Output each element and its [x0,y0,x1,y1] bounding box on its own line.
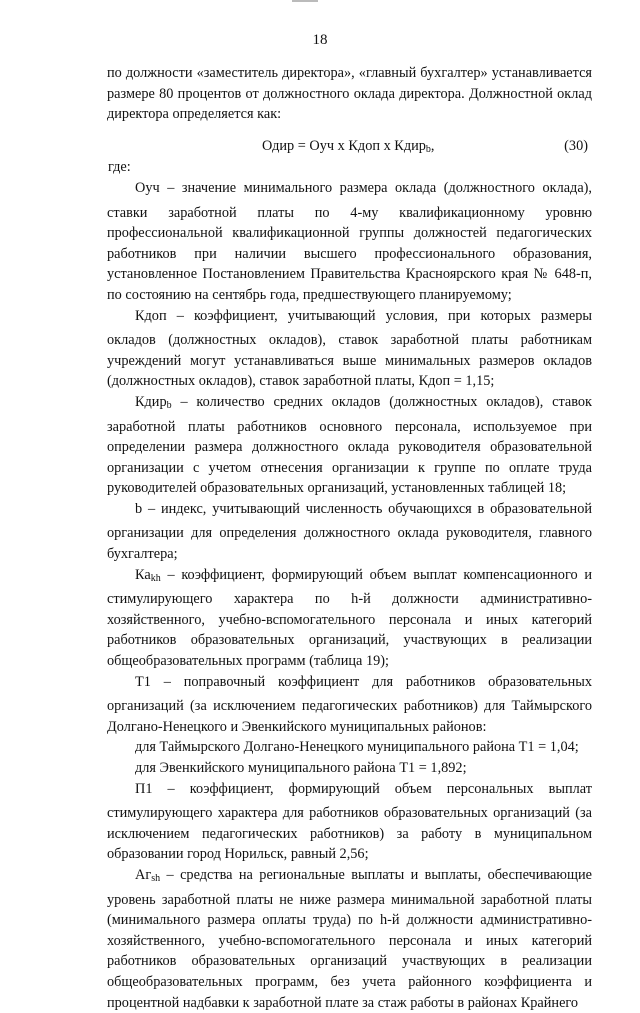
intro-paragraph: по должности «заместитель директора», «главный бухгалтер» устанавливается размере 80 процентов от должностного оклада директора. Должностной оклад директора определяется как: [107,65,592,123]
definitions-list-2 [107,779,592,1013]
definition-text: – коэффициент, учитывающий условия, при которых размеры окладов (должностных окладов), ставок заработной платы работникам учреждений могут устанавливаться выше минимальных размеров окладов (должностных окладов), ставок заработной платы, Кдоп = 1,15; [107,307,592,390]
definition-text: – коэффициент, формирующий объем персональных выплат стимулирующего характера для работников образовательных организаций (за исключением педагогических работников) за работу в муниципальном образовании город Норильск, равный 2,56; [107,780,592,863]
where-label: где: [108,159,131,176]
definition-symbol: П1 [135,780,153,797]
definition-paragraph [107,779,592,865]
definition-paragraph [107,306,592,392]
definition-paragraph [107,392,592,499]
definition-symbol: b [135,500,143,517]
definition-paragraph [107,499,592,565]
t1-taimyr-value: для Таймырского Долгано-Ненецкого муниципального района Т1 = 1,04; [135,739,579,756]
definition-paragraph [107,565,592,672]
definition-text: – значение минимального размера оклада (должностного оклада), ставки заработной платы по 4-му квалификационному уровню профессиональной квалификационной группы должностей педагогических работников при наличии высшего профессионального образования, установленное Постановлением Правительства Красноярского края № 648-п, по состоянию на сентябрь года, предшествующего планируемому; [107,179,592,303]
formula-number: (30) [564,137,588,154]
definition-text: – количество средних окладов (должностных окладов), ставок заработной платы работников основного персонала, используемое при определении размера должностного оклада руководителя образовательной организации с учетом отнесения организации к группе по оплате труда руководителей образовательных организаций, установленных таблицей 18; [107,393,592,497]
definition-text: – коэффициент, формирующий объем выплат компенсационного и стимулирующего характера по h-й должности административно-хозяйственного, учебно-вспомогательного персонала и иных категорий работников образовательных организаций, участвующих в реализации общеобразовательных программ (таблица 19); [107,566,592,670]
definition-paragraph [107,178,592,306]
definition-symbol-subscript: kh [150,572,161,584]
t1-evenki-value: для Эвенкийского муниципального района Т1 = 1,892; [135,760,467,776]
definition-symbol-subscript: b [166,399,172,411]
formula-lhs: Одир = Оуч х Кдоп х Кдир [262,137,426,154]
definition-symbol: Т1 [135,673,151,690]
definition-symbol: Кдоп [135,307,167,324]
formula-row [107,136,592,157]
definition-symbol: Ка [135,566,151,583]
scan-artifact [292,0,318,2]
definition-symbol: Кдир [135,393,167,410]
document-body [107,63,592,1013]
definitions-list [107,178,592,737]
definition-symbol: Аг [135,866,152,883]
page-number: 18 [312,32,328,48]
formula [262,136,434,161]
formula-lhs-subscript: b [425,143,431,155]
formula-tail: , [430,137,435,154]
definition-symbol: Оуч [135,179,160,196]
definition-symbol-subscript: sh [151,872,161,884]
definition-text: – поправочный коэффициент для работников образовательных организаций (за исключением педагогических работников) для Таймырского Долгано-Ненецкого и Эвенкийского муниципальных районов: [107,673,592,735]
definition-paragraph [107,672,592,738]
definition-paragraph [107,865,592,1013]
definition-text: – индекс, учитывающий численность обучающихся в образовательной организации для определения должностного оклада руководителя, главного бухгалтера; [107,500,592,563]
definition-text: – средства на региональные выплаты и выплаты, обеспечивающие уровень заработной платы не ниже размера минимальной заработной платы (минимального размера оплаты труда) по h-й должности административно-хозяйственного, учебно-вспомогательного персонала и иных категорий работников образовательных организаций участвующих в реализации общеобразовательных программ, без учета районного коэффициента и процентной надбавки к заработной плате за стаж работы в районах Крайнего [107,866,592,1011]
